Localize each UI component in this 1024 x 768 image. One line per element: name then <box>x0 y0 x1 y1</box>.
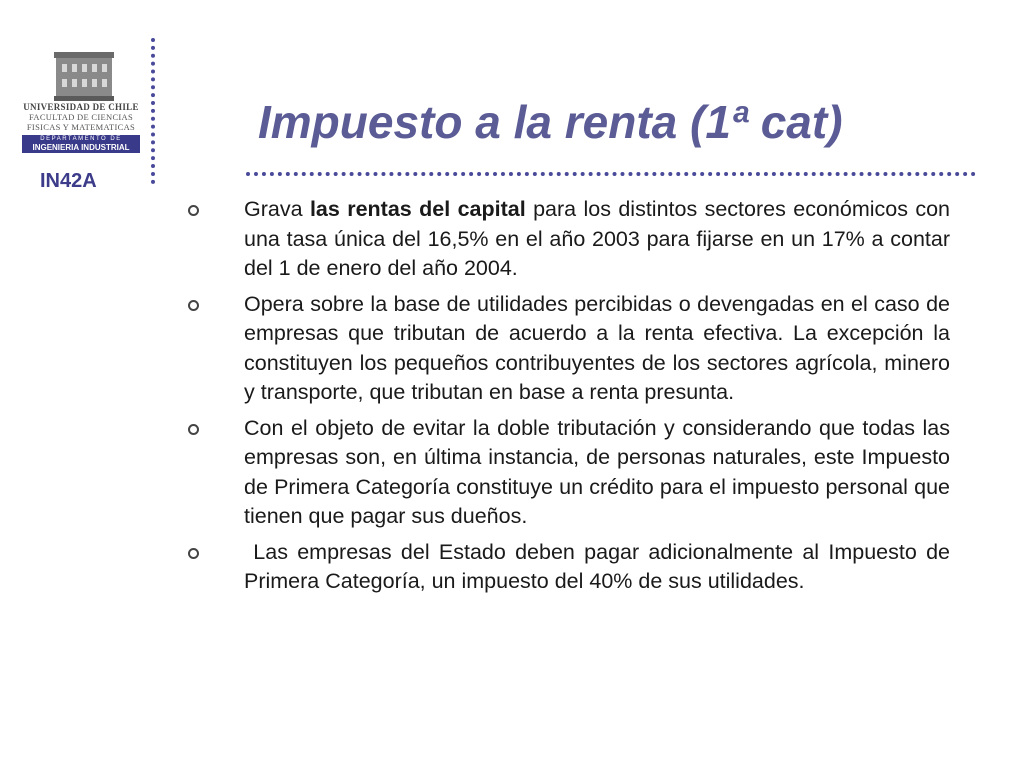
logo-faculty-line-2: FISICAS Y MATEMATICAS <box>26 122 136 132</box>
horizontal-dotted-divider <box>246 172 976 176</box>
course-code: IN42A <box>40 170 97 192</box>
bullet-item <box>180 538 950 597</box>
vertical-dotted-divider <box>151 38 155 184</box>
building-emblem-icon <box>54 52 114 102</box>
bullet-circle-icon <box>188 205 199 216</box>
logo-department-name: INGENIERIA INDUSTRIAL <box>22 143 140 153</box>
bullet-text: Las empresas del Estado deben pagar adicionalmente al Impuesto de Primera Categoría, un impuesto del 40% de sus utilidades. <box>244 539 950 593</box>
logo-department-label: DEPARTAMENTO DE <box>22 135 140 143</box>
bullet-text-bold: las rentas del capital <box>309 197 526 221</box>
bullet-text-pre: Grava <box>244 197 310 221</box>
bullet-list <box>180 195 950 603</box>
logo-university-name: UNIVERSIDAD DE CHILE <box>23 102 139 112</box>
university-logo <box>22 52 140 153</box>
bullet-circle-icon <box>188 548 199 559</box>
bullet-item <box>180 290 950 408</box>
slide-title: Impuesto a la renta (1ª cat) <box>258 96 843 148</box>
bullet-text-post: para los distintos sectores económicos con una tasa única del 16,5% en el año 2003 para fijarse en un 17% a contar del 1 de enero del año 2004. <box>244 197 951 280</box>
bullet-circle-icon <box>188 424 199 435</box>
bullet-item <box>180 195 950 284</box>
bullet-item <box>180 414 950 532</box>
bullet-text: Con el objeto de evitar la doble tributación y considerando que todas las empresas son, en última instancia, de personas naturales, este Impuesto de Primera Categoría constituye un crédito para el impuesto personal que tienen que pagar sus dueños. <box>244 415 950 528</box>
logo-faculty-line: FACULTAD DE CIENCIAS <box>28 112 134 122</box>
bullet-text: Opera sobre la base de utilidades percibidas o devengadas en el caso de empresas que tributan de acuerdo a la renta efectiva. La excepción la constituyen los pequeños contribuyentes de los sectores agrícola, minero y transporte, que tributan en base a renta presunta. <box>244 291 950 404</box>
bullet-circle-icon <box>188 300 199 311</box>
